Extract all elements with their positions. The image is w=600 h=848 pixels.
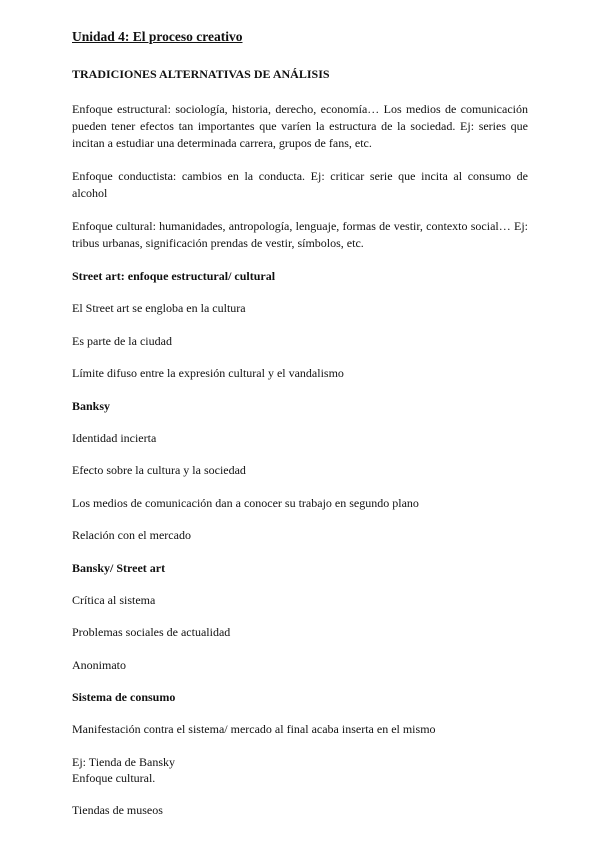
main-heading: TRADICIONES ALTERNATIVAS DE ANÁLISIS [72,67,330,81]
section-heading-banksy: Banksy [72,398,111,413]
list-line: El Street art se engloba en la cultura [72,301,246,315]
list-line: Manifestación contra el sistema/ mercado al final acaba inserta en el mismo [72,722,436,736]
list-line: Tiendas de museos [72,803,163,817]
paragraph-enfoque-cultural: Enfoque cultural: humanidades, antropología, lenguaje, formas de vestir, contexto social… Ej: tribus urbanas, significación prendas de vestir, símbolos, etc. [72,219,528,250]
list-line: Enfoque cultural. [72,770,156,785]
list-line: Límite difuso entre la expresión cultural y el vandalismo [72,366,344,380]
list-line: Relación con el mercado [72,528,191,542]
section-heading-sistema-consumo: Sistema de consumo [72,690,176,704]
section-heading-street-art: Street art: enfoque estructural/ cultural [72,269,276,283]
list-line: Anonimato [72,657,126,672]
section-heading-bansky-street-art: Bansky/ Street art [72,560,166,575]
list-line: Crítica al sistema [72,592,156,607]
list-line: Es parte de la ciudad [72,333,172,348]
paragraph-enfoque-estructural: Enfoque estructural: sociología, historia, derecho, economía… Los medios de comunicación pueden tener efectos tan importantes que varíen la estructura de la sociedad. Ej: series que incitan a estudiar una determinada carrera, grupos de fans, etc. [72,102,528,150]
list-line: Problemas sociales de actualidad [72,625,231,639]
list-line: Identidad incierta [72,430,157,445]
document-title: Unidad 4: El proceso creativo [72,29,243,44]
list-line: Ej: Tienda de Bansky [72,754,176,769]
list-line: Efecto sobre la cultura y la sociedad [72,463,246,477]
list-line: Los medios de comunicación dan a conocer su trabajo en segundo plano [72,495,419,510]
paragraph-enfoque-conductista: Enfoque conductista: cambios en la conducta. Ej: criticar serie que incita al consumo de alcohol [72,169,528,200]
